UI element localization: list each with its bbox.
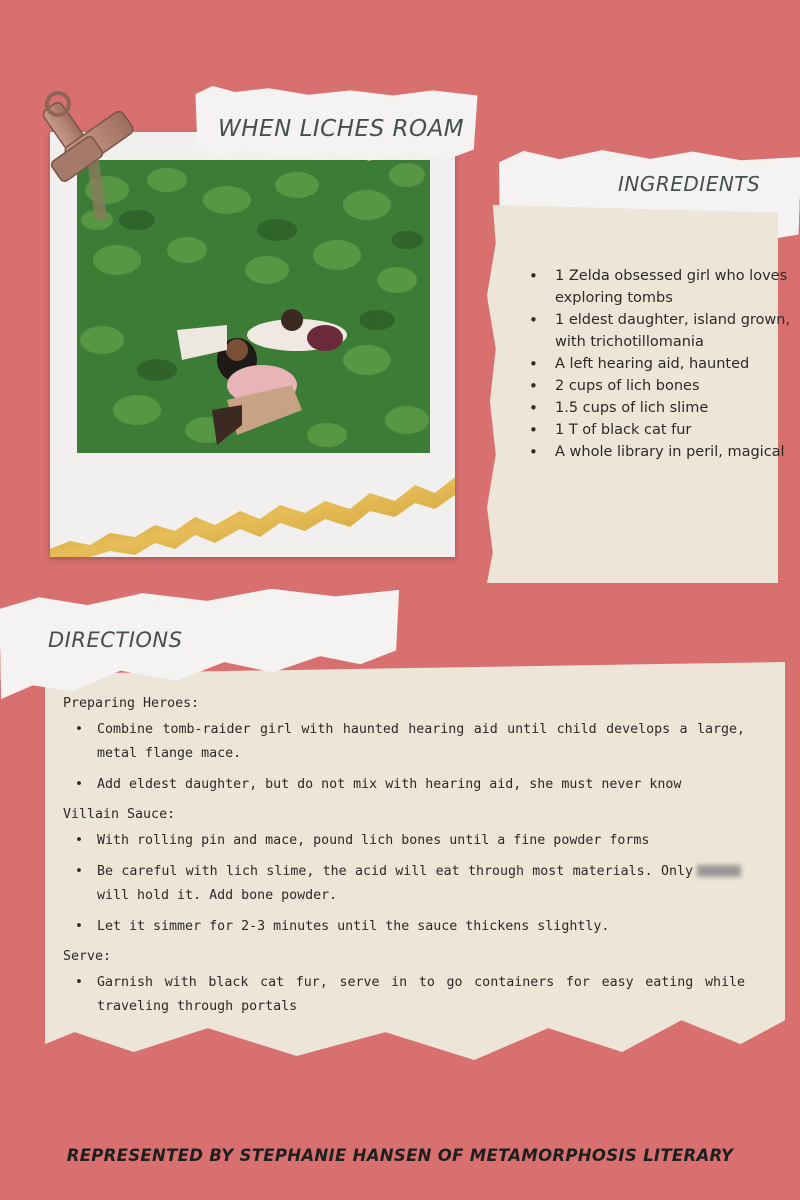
ingredient-item: • 1 Zelda obsessed girl who loves exploring tombs bbox=[555, 265, 800, 309]
serve-steps bbox=[63, 971, 745, 1019]
ingredient-item: • 1 eldest daughter, island grown, with trichotillomania bbox=[555, 309, 800, 353]
ingredient-item: • A whole library in peril, magical bbox=[555, 441, 800, 463]
binder-clip-icon bbox=[34, 82, 144, 192]
directions-heading: DIRECTIONS bbox=[48, 628, 183, 652]
polaroid-frame bbox=[50, 132, 455, 557]
ingredient-item: • 2 cups of lich bones bbox=[555, 375, 800, 397]
section-heading-preparing-heroes: Preparing Heroes: bbox=[63, 696, 200, 711]
ingredient-item: • 1.5 cups of lich slime bbox=[555, 397, 800, 419]
direction-step: • Garnish with black cat fur, serve in to go containers for easy eating while traveling through portals bbox=[97, 971, 745, 1019]
ingredients-list bbox=[508, 265, 800, 463]
photo-two-people-lying-in-leaves bbox=[77, 160, 430, 453]
ingredient-item: • 1 T of black cat fur bbox=[555, 419, 800, 441]
gold-glitter-torn-edge bbox=[50, 467, 455, 557]
direction-step: • Add eldest daughter, but do not mix with hearing aid, she must never know bbox=[97, 773, 745, 797]
direction-step: • With rolling pin and mace, pound lich bones until a fine powder forms bbox=[97, 829, 745, 853]
villain-sauce-steps bbox=[63, 829, 745, 939]
recipe-title: WHEN LICHES ROAM bbox=[218, 116, 465, 142]
direction-step: • Combine tomb-raider girl with haunted hearing aid until child develops a large, metal flange mace. bbox=[97, 718, 745, 766]
section-heading-serve: Serve: bbox=[63, 949, 112, 964]
section-heading-villain-sauce: Villain Sauce: bbox=[63, 807, 176, 822]
direction-step: • Let it simmer for 2-3 minutes until the sauce thickens slightly. bbox=[97, 915, 745, 939]
photo-illustration bbox=[77, 160, 430, 453]
blurred-redaction bbox=[697, 865, 741, 877]
step-text-after: will hold it. Add bone powder. bbox=[97, 888, 338, 903]
ingredients-heading: INGREDIENTS bbox=[618, 172, 761, 196]
directions-body bbox=[63, 693, 745, 1026]
footer-credit: REPRESENTED BY STEPHANIE HANSEN OF METAMORPHOSIS LITERARY bbox=[66, 1146, 734, 1165]
step-text-before: Be careful with lich slime, the acid will eat through most materials. Only bbox=[97, 864, 693, 879]
ingredient-item: • A left hearing aid, haunted bbox=[555, 353, 800, 375]
direction-step-redacted bbox=[97, 860, 745, 908]
preparing-heroes-steps bbox=[63, 718, 745, 797]
